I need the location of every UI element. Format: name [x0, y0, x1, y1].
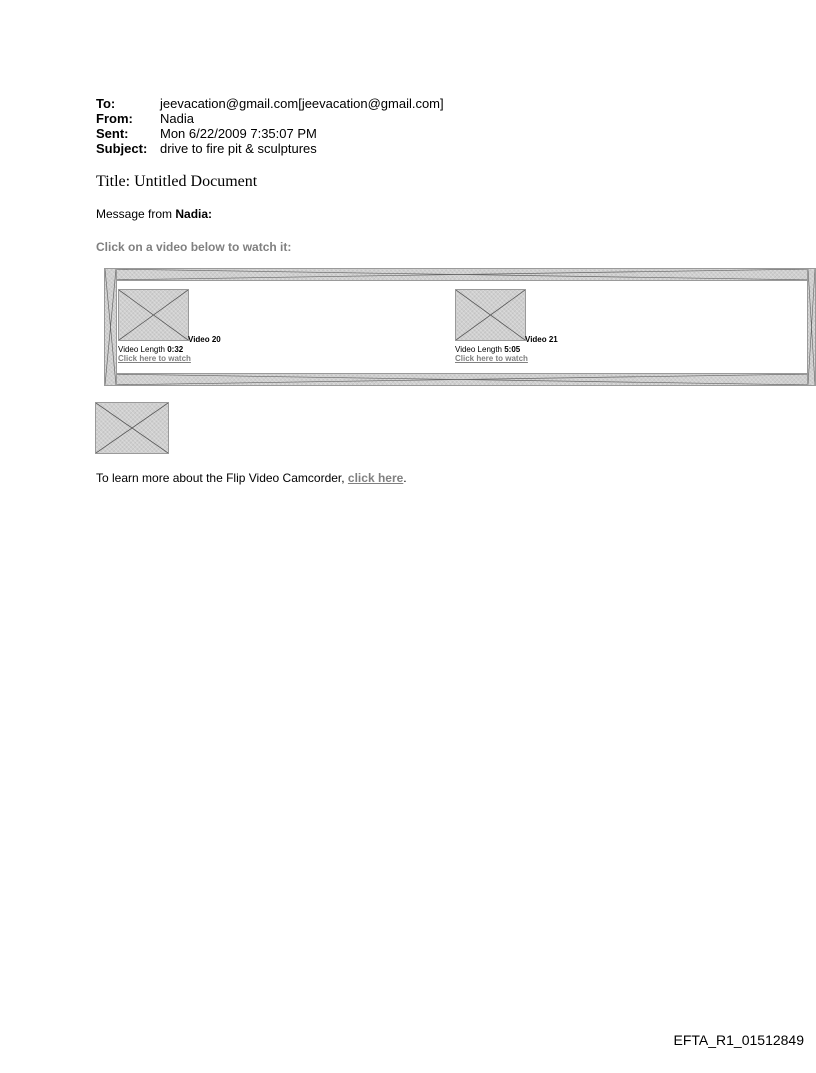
- video-length: [455, 345, 520, 354]
- from-row: [96, 111, 444, 126]
- document-id: EFTA_R1_01512849: [673, 1032, 804, 1048]
- video-length-label: Video Length: [455, 345, 505, 354]
- click-video-prompt: Click on a video below to watch it:: [96, 240, 292, 254]
- learn-more-suffix: .: [403, 471, 407, 485]
- email-header: [96, 96, 444, 156]
- document-title: Title: Untitled Document: [96, 173, 258, 190]
- frame-top-border-image: [104, 268, 816, 281]
- message-from: [96, 207, 212, 221]
- sent-value: Mon 6/22/2009 7:35:07 PM: [160, 126, 317, 141]
- video-title: Video 21: [525, 335, 558, 344]
- to-value: jeevacation@gmail.com[jeevacation@gmail.com]: [160, 96, 444, 111]
- frame-right-border-image: [807, 268, 816, 386]
- from-value: Nadia: [160, 111, 194, 126]
- video-length-label: Video Length: [118, 345, 168, 354]
- video-title: Video 20: [188, 335, 221, 344]
- frame-bottom-border-image: [104, 373, 816, 386]
- video-length-value: 0:32: [167, 345, 184, 354]
- message-from-prefix: Message from: [96, 207, 176, 221]
- frame-left-border-image: [104, 268, 117, 386]
- video-length-value: 5:05: [504, 345, 521, 354]
- watch-video-link[interactable]: Click here to watch: [455, 354, 528, 363]
- subject-row: [96, 141, 444, 156]
- message-from-name: Nadia:: [175, 207, 213, 221]
- video-frame: [104, 268, 816, 386]
- watch-video-link[interactable]: Click here to watch: [118, 354, 191, 363]
- video-thumbnail-image[interactable]: [118, 289, 189, 341]
- subject-label: Subject:: [96, 141, 148, 156]
- learn-more-text: [96, 471, 407, 485]
- sent-label: Sent:: [96, 126, 129, 141]
- learn-more-prefix: To learn more about the Flip Video Camcorder,: [96, 471, 348, 485]
- flip-camcorder-image[interactable]: [95, 402, 169, 454]
- to-row: [96, 96, 444, 111]
- video-thumbnail-image[interactable]: [455, 289, 526, 341]
- from-label: From:: [96, 111, 133, 126]
- subject-value: drive to fire pit & sculptures: [160, 141, 317, 156]
- to-label: To:: [96, 96, 116, 111]
- learn-more-link[interactable]: click here: [347, 471, 404, 485]
- video-length: [118, 345, 183, 354]
- sent-row: [96, 126, 444, 141]
